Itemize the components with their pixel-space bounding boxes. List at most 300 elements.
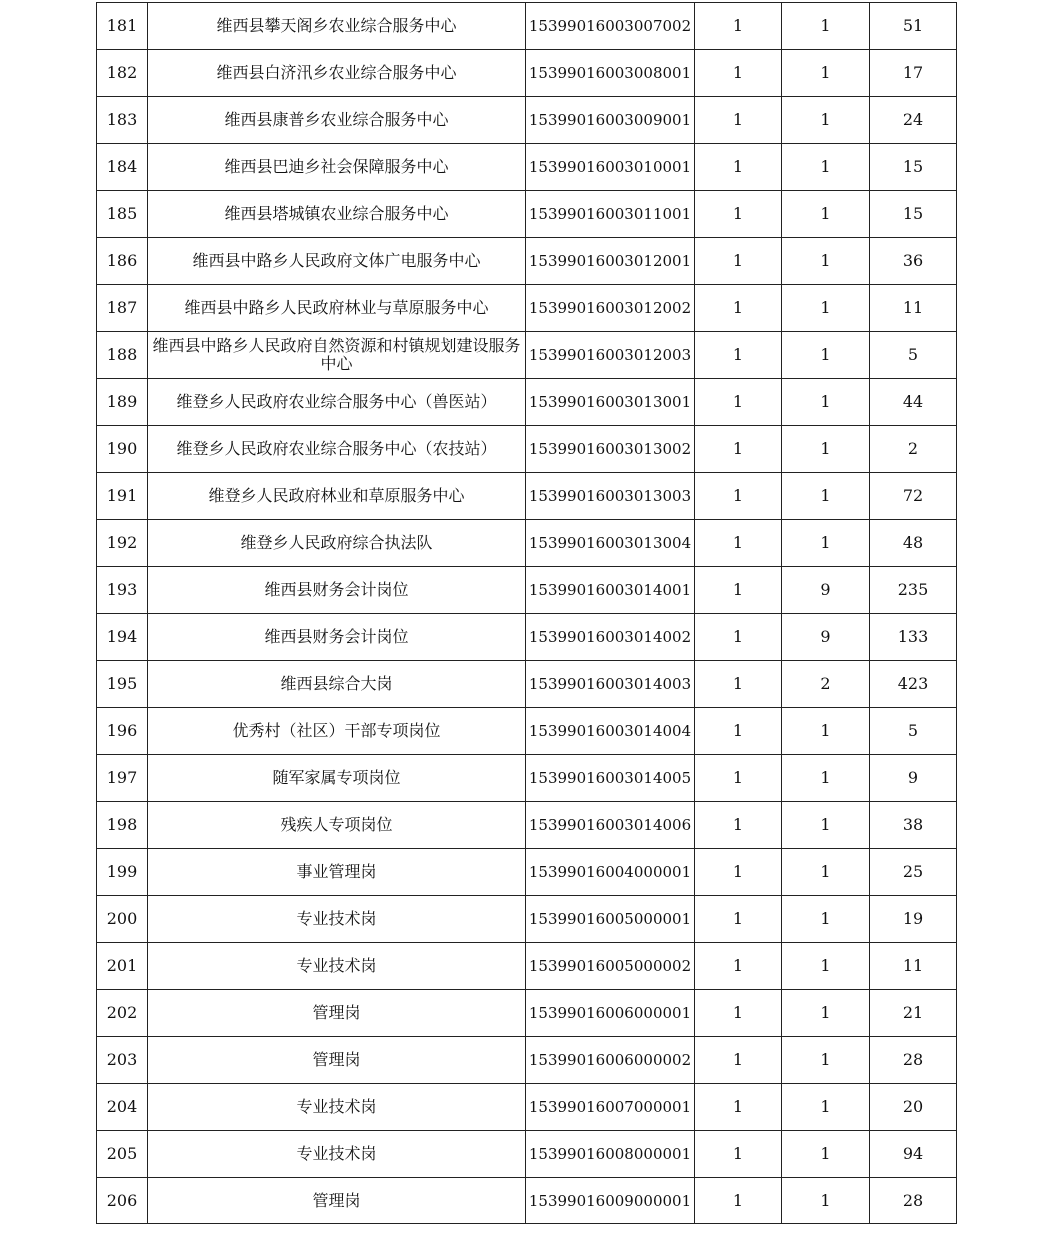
count-b-cell: [782, 426, 870, 473]
count-b-cell-text: 1: [820, 1190, 831, 1210]
unit-name-cell: [148, 191, 526, 238]
position-code-cell-text: 15399016003014001: [528, 581, 692, 599]
count-c-cell-text: 133: [897, 627, 929, 646]
count-b-cell: [782, 1178, 870, 1224]
count-c-cell-text: 235: [897, 580, 929, 599]
count-c-cell: [870, 755, 957, 802]
count-c-cell-text: 94: [902, 1144, 924, 1163]
row-number-cell-text: 181: [106, 16, 138, 35]
count-a-cell: [695, 614, 782, 661]
row-number-cell-text: 182: [106, 63, 138, 82]
count-b-cell-text: 1: [820, 157, 831, 176]
position-code-cell-text: 15399016006000001: [528, 1004, 692, 1022]
row-number-cell-text: 183: [106, 110, 138, 129]
count-b-cell: [782, 50, 870, 97]
unit-name-cell-text: 事业管理岗: [296, 862, 377, 881]
count-a-cell-text: 1: [732, 439, 744, 458]
table-row: [97, 97, 957, 144]
count-b-cell-text: 1: [820, 439, 831, 458]
position-code-cell: [526, 520, 695, 567]
count-a-cell-text: 1: [732, 1003, 744, 1022]
count-c-cell: [870, 661, 957, 708]
row-number-cell: [97, 896, 148, 943]
unit-name-cell: [148, 520, 526, 567]
count-c-cell-text: 44: [902, 392, 924, 411]
count-c-cell-text: 51: [902, 16, 924, 35]
unit-name-cell: [148, 567, 526, 614]
count-b-cell: [782, 473, 870, 520]
row-number-cell: [97, 802, 148, 849]
unit-name-cell: [148, 802, 526, 849]
table-row: [97, 379, 957, 426]
unit-name-cell-text: 维西县财务会计岗位: [264, 580, 409, 599]
count-c-cell: [870, 896, 957, 943]
count-a-cell-text: 1: [732, 956, 744, 975]
count-a-cell-text: 1: [732, 16, 744, 35]
count-c-cell-text: 15: [902, 157, 924, 176]
count-a-cell-text: 1: [732, 909, 744, 928]
count-b-cell-text: 1: [820, 1144, 831, 1163]
count-c-cell-text: 21: [902, 1003, 924, 1022]
count-a-cell-text: 1: [732, 721, 744, 740]
count-c-cell-text: 423: [897, 674, 929, 693]
position-code-cell-text: 15399016003012002: [528, 299, 692, 317]
count-a-cell-text: 1: [732, 251, 744, 270]
count-c-cell: [870, 1178, 957, 1224]
row-number-cell: [97, 1037, 148, 1084]
count-a-cell: [695, 50, 782, 97]
count-b-cell-text: 9: [820, 580, 831, 599]
position-code-cell-text: 15399016003008001: [528, 64, 692, 82]
position-code-cell: [526, 379, 695, 426]
row-number-cell-text: 191: [106, 486, 138, 505]
row-number-cell-text: 203: [106, 1050, 138, 1069]
count-c-cell-text: 2: [907, 439, 919, 458]
unit-name-cell: [148, 990, 526, 1037]
table-row: [97, 50, 957, 97]
row-number-cell-text: 189: [106, 392, 138, 411]
position-code-cell: [526, 661, 695, 708]
count-b-cell-text: 1: [820, 345, 831, 364]
count-b-cell-text: 2: [820, 674, 831, 693]
unit-name-cell-text: 专业技术岗: [296, 909, 377, 928]
count-a-cell: [695, 661, 782, 708]
table-row: [97, 802, 957, 849]
count-a-cell-text: 1: [732, 1190, 744, 1210]
unit-name-cell-text: 维西县中路乡人民政府文体广电服务中心: [192, 251, 481, 270]
position-code-cell: [526, 896, 695, 943]
count-b-cell-text: 1: [820, 298, 831, 317]
count-c-cell-text: 17: [902, 63, 924, 82]
row-number-cell-text: 186: [106, 251, 138, 270]
row-number-cell: [97, 426, 148, 473]
position-code-cell: [526, 1131, 695, 1178]
count-c-cell: [870, 849, 957, 896]
row-number-cell-text: 205: [106, 1144, 138, 1163]
count-c-cell: [870, 50, 957, 97]
count-b-cell: [782, 379, 870, 426]
count-a-cell: [695, 97, 782, 144]
row-number-cell-text: 200: [106, 909, 138, 928]
count-c-cell: [870, 1131, 957, 1178]
count-c-cell-text: 36: [902, 251, 924, 270]
row-number-cell-text: 198: [106, 815, 138, 834]
count-a-cell-text: 1: [732, 1097, 744, 1116]
count-a-cell: [695, 943, 782, 990]
row-number-cell-text: 202: [106, 1003, 138, 1022]
unit-name-cell: [148, 473, 526, 520]
count-b-cell: [782, 97, 870, 144]
count-c-cell-text: 20: [902, 1097, 924, 1116]
position-code-cell-text: 15399016003014006: [528, 816, 692, 834]
unit-name-cell-text: 维登乡人民政府农业综合服务中心（兽医站）: [176, 392, 497, 411]
count-c-cell-text: 28: [902, 1050, 924, 1069]
count-b-cell: [782, 1084, 870, 1131]
table-row: [97, 144, 957, 191]
position-code-cell: [526, 238, 695, 285]
position-code-cell: [526, 473, 695, 520]
row-number-cell: [97, 990, 148, 1037]
row-number-cell: [97, 379, 148, 426]
count-b-cell: [782, 520, 870, 567]
count-c-cell: [870, 802, 957, 849]
row-number-cell-text: 192: [106, 533, 138, 552]
count-b-cell-text: 1: [820, 533, 831, 552]
position-code-cell: [526, 50, 695, 97]
count-c-cell: [870, 473, 957, 520]
count-c-cell-text: 11: [902, 298, 924, 317]
position-code-cell-text: 15399016003014002: [528, 628, 692, 646]
row-number-cell-text: 204: [106, 1097, 138, 1116]
position-code-cell-text: 15399016003013002: [528, 440, 692, 458]
table-row: [97, 473, 957, 520]
position-code-cell: [526, 567, 695, 614]
row-number-cell: [97, 708, 148, 755]
row-number-cell: [97, 1084, 148, 1131]
position-code-cell: [526, 3, 695, 50]
row-number-cell: [97, 144, 148, 191]
count-c-cell: [870, 191, 957, 238]
count-c-cell: [870, 426, 957, 473]
position-code-cell: [526, 802, 695, 849]
unit-name-cell-text: 维西县攀天阁乡农业综合服务中心: [216, 16, 457, 35]
position-code-cell: [526, 614, 695, 661]
row-number-cell-text: 194: [106, 627, 138, 646]
count-b-cell: [782, 3, 870, 50]
unit-name-cell: [148, 50, 526, 97]
count-a-cell: [695, 802, 782, 849]
count-c-cell-text: 48: [902, 533, 924, 552]
table-row: [97, 614, 957, 661]
count-c-cell-text: 25: [902, 862, 924, 881]
position-code-cell: [526, 426, 695, 473]
unit-name-cell-text: 维登乡人民政府农业综合服务中心（农技站）: [176, 439, 497, 458]
count-a-cell: [695, 285, 782, 332]
count-a-cell-text: 1: [732, 580, 744, 599]
unit-name-cell: [148, 1131, 526, 1178]
row-number-cell: [97, 614, 148, 661]
unit-name-cell: [148, 1084, 526, 1131]
table-row: [97, 567, 957, 614]
count-c-cell: [870, 614, 957, 661]
unit-name-cell: [148, 755, 526, 802]
count-a-cell: [695, 238, 782, 285]
unit-name-cell: [148, 661, 526, 708]
position-code-cell-text: 15399016007000001: [528, 1098, 692, 1116]
table-row: [97, 426, 957, 473]
position-code-cell-text: 15399016009000001: [528, 1191, 692, 1210]
count-a-cell-text: 1: [732, 345, 744, 364]
position-code-cell-text: 15399016003013001: [528, 393, 692, 411]
unit-name-cell: [148, 1037, 526, 1084]
count-b-cell-text: 1: [820, 956, 831, 975]
position-code-cell-text: 15399016004000001: [528, 863, 692, 881]
count-a-cell-text: 1: [732, 862, 744, 881]
count-b-cell: [782, 614, 870, 661]
count-c-cell: [870, 144, 957, 191]
row-number-cell-text: 195: [106, 674, 138, 693]
count-b-cell: [782, 332, 870, 379]
row-number-cell-text: 184: [106, 157, 138, 176]
unit-name-cell-text: 管理岗: [312, 1003, 361, 1022]
count-c-cell: [870, 943, 957, 990]
count-b-cell: [782, 1131, 870, 1178]
row-number-cell-text: 193: [106, 580, 138, 599]
count-a-cell: [695, 473, 782, 520]
count-c-cell: [870, 379, 957, 426]
position-code-cell-text: 15399016003010001: [528, 158, 692, 176]
row-number-cell: [97, 473, 148, 520]
count-c-cell-text: 28: [902, 1190, 924, 1210]
count-b-cell: [782, 567, 870, 614]
position-code-cell-text: 15399016003014005: [528, 769, 692, 787]
position-code-cell-text: 15399016003012001: [528, 252, 692, 270]
unit-name-cell: [148, 849, 526, 896]
count-a-cell: [695, 567, 782, 614]
unit-name-cell: [148, 3, 526, 50]
unit-name-cell: [148, 285, 526, 332]
count-b-cell: [782, 755, 870, 802]
count-b-cell-text: 1: [820, 721, 831, 740]
position-code-cell: [526, 191, 695, 238]
table-row: [97, 285, 957, 332]
position-code-cell: [526, 708, 695, 755]
row-number-cell: [97, 50, 148, 97]
count-a-cell: [695, 708, 782, 755]
table-row: [97, 3, 957, 50]
position-code-cell-text: 15399016003014004: [528, 722, 692, 740]
count-c-cell: [870, 567, 957, 614]
count-c-cell-text: 9: [907, 768, 919, 787]
row-number-cell-text: 201: [106, 956, 138, 975]
unit-name-cell: [148, 943, 526, 990]
unit-name-cell: [148, 379, 526, 426]
unit-name-cell-text: 维西县巴迪乡社会保障服务中心: [224, 157, 449, 176]
position-code-cell: [526, 144, 695, 191]
count-b-cell-text: 1: [820, 392, 831, 411]
table-row: [97, 708, 957, 755]
table-row: [97, 332, 957, 379]
count-a-cell-text: 1: [732, 533, 744, 552]
count-a-cell-text: 1: [732, 110, 744, 129]
count-c-cell-text: 38: [902, 815, 924, 834]
count-a-cell-text: 1: [732, 815, 744, 834]
unit-name-cell-text: 残疾人专项岗位: [280, 815, 393, 834]
unit-name-cell-text: 管理岗: [312, 1050, 361, 1069]
count-a-cell: [695, 1037, 782, 1084]
unit-name-cell-text: 维西县康普乡农业综合服务中心: [224, 110, 449, 129]
count-c-cell-text: 24: [902, 110, 924, 129]
count-c-cell: [870, 1084, 957, 1131]
count-a-cell-text: 1: [732, 392, 744, 411]
row-number-cell-text: 187: [106, 298, 138, 317]
count-a-cell: [695, 896, 782, 943]
count-b-cell: [782, 990, 870, 1037]
count-c-cell: [870, 332, 957, 379]
row-number-cell-text: 188: [106, 345, 138, 364]
unit-name-cell-text: 管理岗: [312, 1190, 361, 1210]
position-code-cell: [526, 285, 695, 332]
table-row: [97, 849, 957, 896]
count-b-cell: [782, 802, 870, 849]
count-a-cell: [695, 1178, 782, 1224]
position-code-cell: [526, 1178, 695, 1224]
position-code-cell-text: 15399016005000002: [528, 957, 692, 975]
count-b-cell-text: 1: [820, 486, 831, 505]
unit-name-cell: [148, 144, 526, 191]
count-b-cell: [782, 191, 870, 238]
unit-name-cell-text: 维西县财务会计岗位: [264, 627, 409, 646]
count-c-cell-text: 19: [902, 909, 924, 928]
position-code-cell: [526, 849, 695, 896]
table-row: [97, 943, 957, 990]
count-b-cell: [782, 1037, 870, 1084]
position-code-cell-text: 15399016003013003: [528, 487, 692, 505]
unit-name-cell: [148, 426, 526, 473]
unit-name-cell: [148, 332, 526, 379]
unit-name-cell-text: 维登乡人民政府综合执法队: [240, 533, 433, 552]
count-b-cell: [782, 661, 870, 708]
count-b-cell-text: 1: [820, 815, 831, 834]
count-b-cell: [782, 238, 870, 285]
unit-name-cell: [148, 708, 526, 755]
count-b-cell: [782, 144, 870, 191]
position-code-cell-text: 15399016008000001: [528, 1145, 692, 1163]
table-row: [97, 191, 957, 238]
unit-name-cell-text: 专业技术岗: [296, 956, 377, 975]
table-row: [97, 661, 957, 708]
count-a-cell-text: 1: [732, 63, 744, 82]
count-b-cell-text: 1: [820, 1097, 831, 1116]
count-b-cell-text: 1: [820, 862, 831, 881]
position-code-cell: [526, 943, 695, 990]
count-a-cell-text: 1: [732, 204, 744, 223]
count-b-cell-text: 1: [820, 1050, 831, 1069]
unit-name-cell-text: 维西县中路乡人民政府自然资源和村镇规划建设服务中心: [152, 336, 521, 373]
row-number-cell: [97, 1178, 148, 1224]
count-a-cell: [695, 1131, 782, 1178]
count-c-cell-text: 15: [902, 204, 924, 223]
count-b-cell: [782, 943, 870, 990]
row-number-cell: [97, 3, 148, 50]
count-c-cell: [870, 285, 957, 332]
count-a-cell-text: 1: [732, 298, 744, 317]
count-b-cell: [782, 849, 870, 896]
unit-name-cell-text: 专业技术岗: [296, 1097, 377, 1116]
count-b-cell-text: 1: [820, 63, 831, 82]
unit-name-cell-text: 维西县中路乡人民政府林业与草原服务中心: [184, 298, 489, 317]
count-a-cell: [695, 3, 782, 50]
count-a-cell-text: 1: [732, 486, 744, 505]
unit-name-cell-text: 随军家属专项岗位: [272, 768, 401, 787]
count-c-cell: [870, 238, 957, 285]
unit-name-cell: [148, 614, 526, 661]
count-b-cell-text: 1: [820, 768, 831, 787]
unit-name-cell: [148, 1178, 526, 1224]
position-code-cell-text: 15399016006000002: [528, 1051, 692, 1069]
position-code-cell-text: 15399016003009001: [528, 111, 692, 129]
table-row: [97, 1178, 957, 1224]
row-number-cell-text: 206: [106, 1190, 138, 1210]
count-c-cell: [870, 520, 957, 567]
row-number-cell-text: 199: [106, 862, 138, 881]
unit-name-cell: [148, 896, 526, 943]
row-number-cell: [97, 1131, 148, 1178]
position-code-cell: [526, 332, 695, 379]
count-b-cell: [782, 285, 870, 332]
count-c-cell: [870, 97, 957, 144]
count-a-cell-text: 1: [732, 1050, 744, 1069]
count-a-cell-text: 1: [732, 768, 744, 787]
count-a-cell-text: 1: [732, 674, 744, 693]
data-table: [96, 2, 957, 1224]
count-a-cell: [695, 1084, 782, 1131]
table-row: [97, 1037, 957, 1084]
count-b-cell-text: 9: [820, 627, 831, 646]
count-a-cell-text: 1: [732, 157, 744, 176]
unit-name-cell-text: 维西县白济汛乡农业综合服务中心: [216, 63, 457, 82]
count-a-cell-text: 1: [732, 627, 744, 646]
count-c-cell: [870, 708, 957, 755]
unit-name-cell: [148, 97, 526, 144]
count-a-cell: [695, 520, 782, 567]
table-row: [97, 990, 957, 1037]
table-row: [97, 1084, 957, 1131]
count-c-cell: [870, 990, 957, 1037]
count-a-cell: [695, 332, 782, 379]
count-a-cell: [695, 755, 782, 802]
position-code-cell-text: 15399016003007002: [528, 17, 692, 35]
row-number-cell: [97, 943, 148, 990]
count-c-cell-text: 5: [907, 721, 919, 740]
unit-name-cell-text: 优秀村（社区）干部专项岗位: [232, 721, 441, 740]
table-row: [97, 755, 957, 802]
row-number-cell: [97, 238, 148, 285]
count-b-cell-text: 1: [820, 16, 831, 35]
count-b-cell-text: 1: [820, 909, 831, 928]
count-b-cell: [782, 896, 870, 943]
count-a-cell-text: 1: [732, 1144, 744, 1163]
unit-name-cell-text: 维登乡人民政府林业和草原服务中心: [208, 486, 465, 505]
count-b-cell-text: 1: [820, 110, 831, 129]
position-code-cell: [526, 97, 695, 144]
count-a-cell: [695, 144, 782, 191]
position-code-cell: [526, 1084, 695, 1131]
count-c-cell: [870, 1037, 957, 1084]
count-c-cell-text: 5: [907, 345, 919, 364]
position-code-cell-text: 15399016005000001: [528, 910, 692, 928]
count-c-cell: [870, 3, 957, 50]
